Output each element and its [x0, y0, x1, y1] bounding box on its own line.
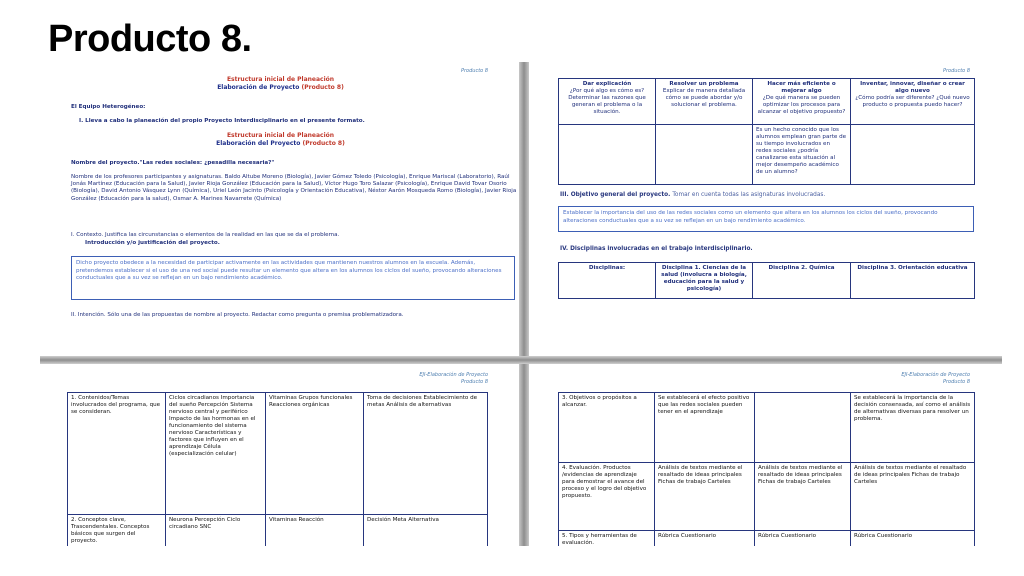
discipline-3: Disciplina 3. Orientación educativa: [851, 263, 975, 299]
product-tag-2: (Producto 8): [302, 140, 345, 147]
planning-title: Estructura inicial de Planeación: [226, 76, 335, 83]
page-header: EJI-Elaboración de Proyecto Producto 8: [901, 372, 970, 385]
contents-biology: Ciclos circadianos Importancia del sueño Percepción Sistema nervioso central y periférico Impacto de las hormonas en el funcionamiento del sistema nervioso Características y factores que influyen en el aprendizaje Célula (especialización celular): [166, 393, 266, 515]
objectives-biology: Se establecerá el efecto positivo que las redes sociales pueden tener en el aprendizaje: [655, 393, 755, 463]
objectives-chemistry: [755, 393, 851, 463]
objective-label: III. Objetivo general del proyecto. Tomar en cuenta todas las asignaturas involucradas.: [560, 192, 826, 198]
evaluation-label: 4. Evaluación. Productos /evidencias de aprendizaje para demostrar el avance del proceso y el logro del objetivo propuesto.: [559, 463, 655, 531]
project-elaboration-title-2: Elaboración del Proyecto: [216, 140, 301, 147]
contents-orientation: Toma de decisiones Establecimiento de metas Análisis de alternativas: [364, 393, 488, 515]
concepts-chemistry: Vitaminas Reacción: [266, 515, 364, 547]
objectives-table: [558, 392, 975, 546]
approach-table: [558, 78, 975, 185]
project-name: Nombre del proyecto."Las redes sociales: ¿pesadilla necesaria?": [71, 160, 275, 166]
tools-chemistry: Rúbrica Cuestionario: [755, 531, 851, 547]
item-i: I. Lleva a cabo la planeación del propio Proyecto Interdisciplinario en el presente formato.: [79, 118, 365, 124]
objectives-orientation: Se establecerá la importancia de la decisión consensada, así como el análisis de alternativas diversas para resolver un problema.: [851, 393, 975, 463]
teachers-list: Nombre de los profesores participantes y asignaturas. Baldo Altube Moreno (Biología), Javier Gómez Toledo (Psicología), Enrique Mariscal (Laboratorio), Raúl Jonás Martínez (Educación para la Salud), Javier Rioja González (Educación para la Salud), Víctor Hugo Toro Salazar (Psicología), Enrique David Tovar Osorio (Biología), David Antonio Vásquez Lynn (Química), Uriel León Jacinto (Psicología y Orientación Educativa), Néstor Aarón Mosqueda Romo (Biología), Javier Rioja González (Educación para la salud), Osmar A. Marines Navarrete (Química): [71, 174, 517, 202]
slide-title: Producto 8.: [48, 18, 252, 60]
contents-table: [67, 392, 488, 546]
disciplines-table: [558, 262, 975, 299]
empty-cell: [559, 125, 656, 185]
tools-label: 5. Tipos y herramientas de evaluación.: [559, 531, 655, 547]
context-subtitle: Introducción y/o justificación del proyecto.: [85, 240, 220, 246]
document-page-3: [43, 366, 518, 546]
document-page-1: [43, 62, 518, 354]
tools-orientation: Rúbrica Cuestionario: [851, 531, 975, 547]
concepts-orientation: Decisión Meta Alternativa: [364, 515, 488, 547]
objective-box: Establecer la importancia del uso de las redes sociales como un elemento que altera en los alumnos los ciclos del sueño, provocando alteraciones conductuales que a su vez se reflejan en un bajo rendimiento académico.: [558, 206, 974, 232]
concepts-label: 2. Conceptos clave, Trascendentales. Conceptos básicos que surgen del proyecto.: [68, 515, 166, 547]
approach-col-3: Hacer más eficiente o mejorar algo ¿De qué manera se pueden optimizar los procesos para alcanzar el objetivo propuesto?: [753, 79, 851, 125]
planning-title-2: Estructura inicial de Planeación: [226, 132, 335, 139]
concepts-biology: Neurona Percepción Ciclo circadiano SNC: [166, 515, 266, 547]
disciplines-label: IV. Disciplinas involucradas en el trabajo interdisciplinario.: [560, 246, 753, 252]
page-header: Producto 8: [942, 68, 970, 74]
contents-label: 1. Contenidos/Temas involucrados del programa, que se consideran.: [68, 393, 166, 515]
discipline-2: Disciplina 2. Química: [753, 263, 851, 299]
document-page-2: [530, 62, 1000, 354]
horizontal-divider: [40, 356, 1002, 364]
disciplines-header: Disciplinas:: [559, 263, 656, 299]
page-header: Producto 8: [460, 68, 488, 74]
objectives-label: 3. Objetivos o propósitos a alcanzar.: [559, 393, 655, 463]
context-label: I. Contexto. Justifica las circunstancias o elementos de la realidad en las que se da el problema.: [71, 232, 340, 238]
document-page-4: [530, 366, 1000, 546]
evaluation-biology: Análisis de textos mediante el resaltado de ideas principales Fichas de trabajo Carteles: [655, 463, 755, 531]
evaluation-orientation: Análisis de textos mediante el resaltado de ideas principales Fichas de trabajo Carteles: [851, 463, 975, 531]
tools-biology: Rúbrica Cuestionario: [655, 531, 755, 547]
project-elaboration-title: Elaboración de Proyecto: [217, 84, 300, 91]
contents-chemistry: Vitaminas Grupos funcionales Reacciones orgánicas: [266, 393, 364, 515]
approach-col-4: Inventar, innovar, diseñar o crear algo nuevo ¿Cómo podría ser diferente? ¿Qué nuevo producto o propuesta puedo hacer?: [851, 79, 975, 125]
planning-title-block-2: [43, 132, 518, 148]
page-header: EJI-Elaboración de Proyecto Producto 8: [419, 372, 488, 385]
vertical-divider: [519, 62, 529, 546]
planning-title-block: [43, 76, 518, 92]
discipline-1: Disciplina 1. Ciencias de la salud (involucra a biología, educación para la salud y psicología): [656, 263, 753, 299]
intention-label: II. Intención. Sólo una de las propuestas de nombre al proyecto. Redactar como pregunta o premisa problematizadora.: [71, 312, 404, 318]
approach-col-1: Dar explicación ¿Por qué algo es cómo es? Determinar las razones que generan el problema o la situación.: [559, 79, 656, 125]
empty-cell: [851, 125, 975, 185]
approach-col-2: Resolver un problema Explicar de manera detallada cómo se puede abordar y/o solucionar el problema.: [656, 79, 753, 125]
context-box: Dicho proyecto obedece a la necesidad de participar activamente en las actividades que mantienen nuestros alumnos en la escuela. Además, pretendemos establecer si el uso de una red social puede resultar un elemento que altera en los alumnos los ciclos del sueño, provocando alteraciones conductuales que a su vez se reflejan en un bajo rendimiento académico.: [71, 256, 515, 300]
team-label: El Equipo Heterogéneo:: [71, 104, 146, 110]
product-tag: (Producto 8): [301, 84, 344, 91]
evaluation-chemistry: Análisis de textos mediante el resaltado de ideas principales Fichas de trabajo Carteles: [755, 463, 851, 531]
empty-cell: [656, 125, 753, 185]
question-cell: Es un hecho conocido que los alumnos emplean gran parte de su tiempo involucrados en redes sociales ¿podría canalizarse esta situación al mejor desempeño académico de un alumno?: [753, 125, 851, 185]
